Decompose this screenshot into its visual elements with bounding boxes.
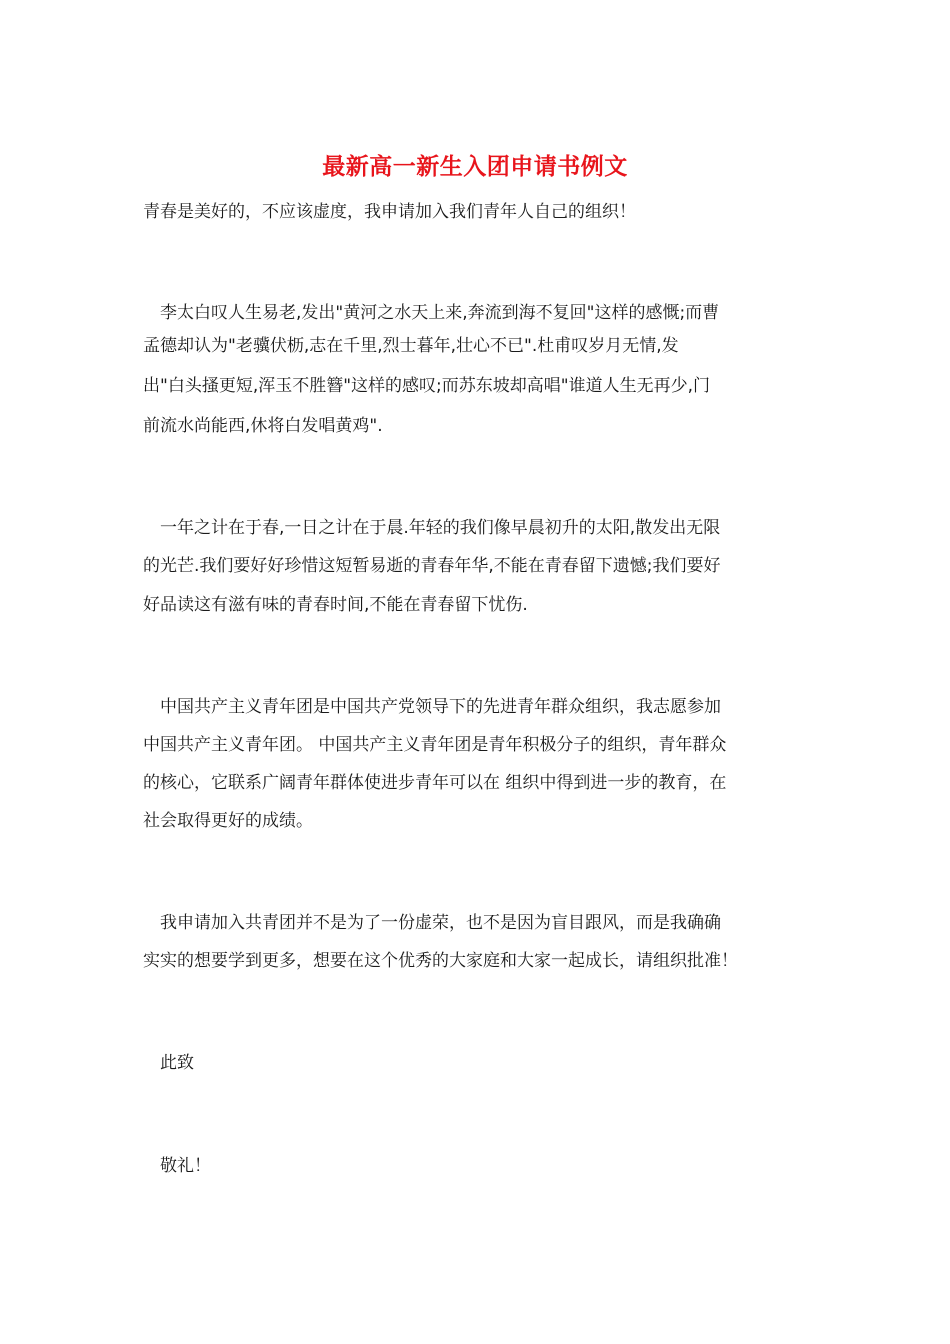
para2-line-3: 好品读这有滋有味的青春时间,不能在青春留下忧伤. [143, 595, 528, 615]
para3-line-1: 中国共产主义青年团是中国共产党领导下的先进青年群众组织，我志愿参加 [143, 697, 721, 717]
para1-line-3: 出"白头搔更短,浑玉不胜簪"这样的感叹;而苏东坡却高唱"谁道人生无再少,门 [143, 376, 710, 396]
para3-line-2: 中国共产主义青年团。 中国共产主义青年团是青年积极分子的组织，青年群众 [143, 735, 727, 755]
para1-line-2: 孟德却认为"老骥伏枥,志在千里,烈士暮年,壮心不已".杜甫叹岁月无情,发 [143, 336, 679, 356]
closing-salutation: 此致 [143, 1053, 194, 1073]
document-title: 最新高一新生入团申请书例文 [322, 154, 628, 180]
para2-line-1: 一年之计在于春,一日之计在于晨.年轻的我们像早晨初升的太阳,散发出无限 [143, 518, 721, 538]
para3-line-3: 的核心，它联系广阔青年群体使进步青年可以在 组织中得到进一步的教育，在 [143, 773, 727, 793]
para3-line-4: 社会取得更好的成绩。 [143, 811, 313, 831]
para4-line-1: 我申请加入共青团并不是为了一份虚荣，也不是因为盲目跟风，而是我确确 [143, 913, 721, 933]
para1-line-1: 李太白叹人生易老,发出"黄河之水天上来,奔流到海不复回"这样的感慨;而曹 [143, 303, 720, 323]
closing-regards: 敬礼！ [143, 1156, 211, 1176]
para2-line-2: 的光芒.我们要好好珍惜这短暂易逝的青春年华,不能在青春留下遗憾;我们要好 [143, 556, 721, 576]
para1-line-4: 前流水尚能西,休将白发唱黄鸡". [143, 416, 383, 436]
intro-line: 青春是美好的，不应该虚度，我申请加入我们青年人自己的组织！ [143, 202, 636, 222]
para4-line-2: 实实的想要学到更多，想要在这个优秀的大家庭和大家一起成长，请组织批准！ [143, 951, 738, 971]
